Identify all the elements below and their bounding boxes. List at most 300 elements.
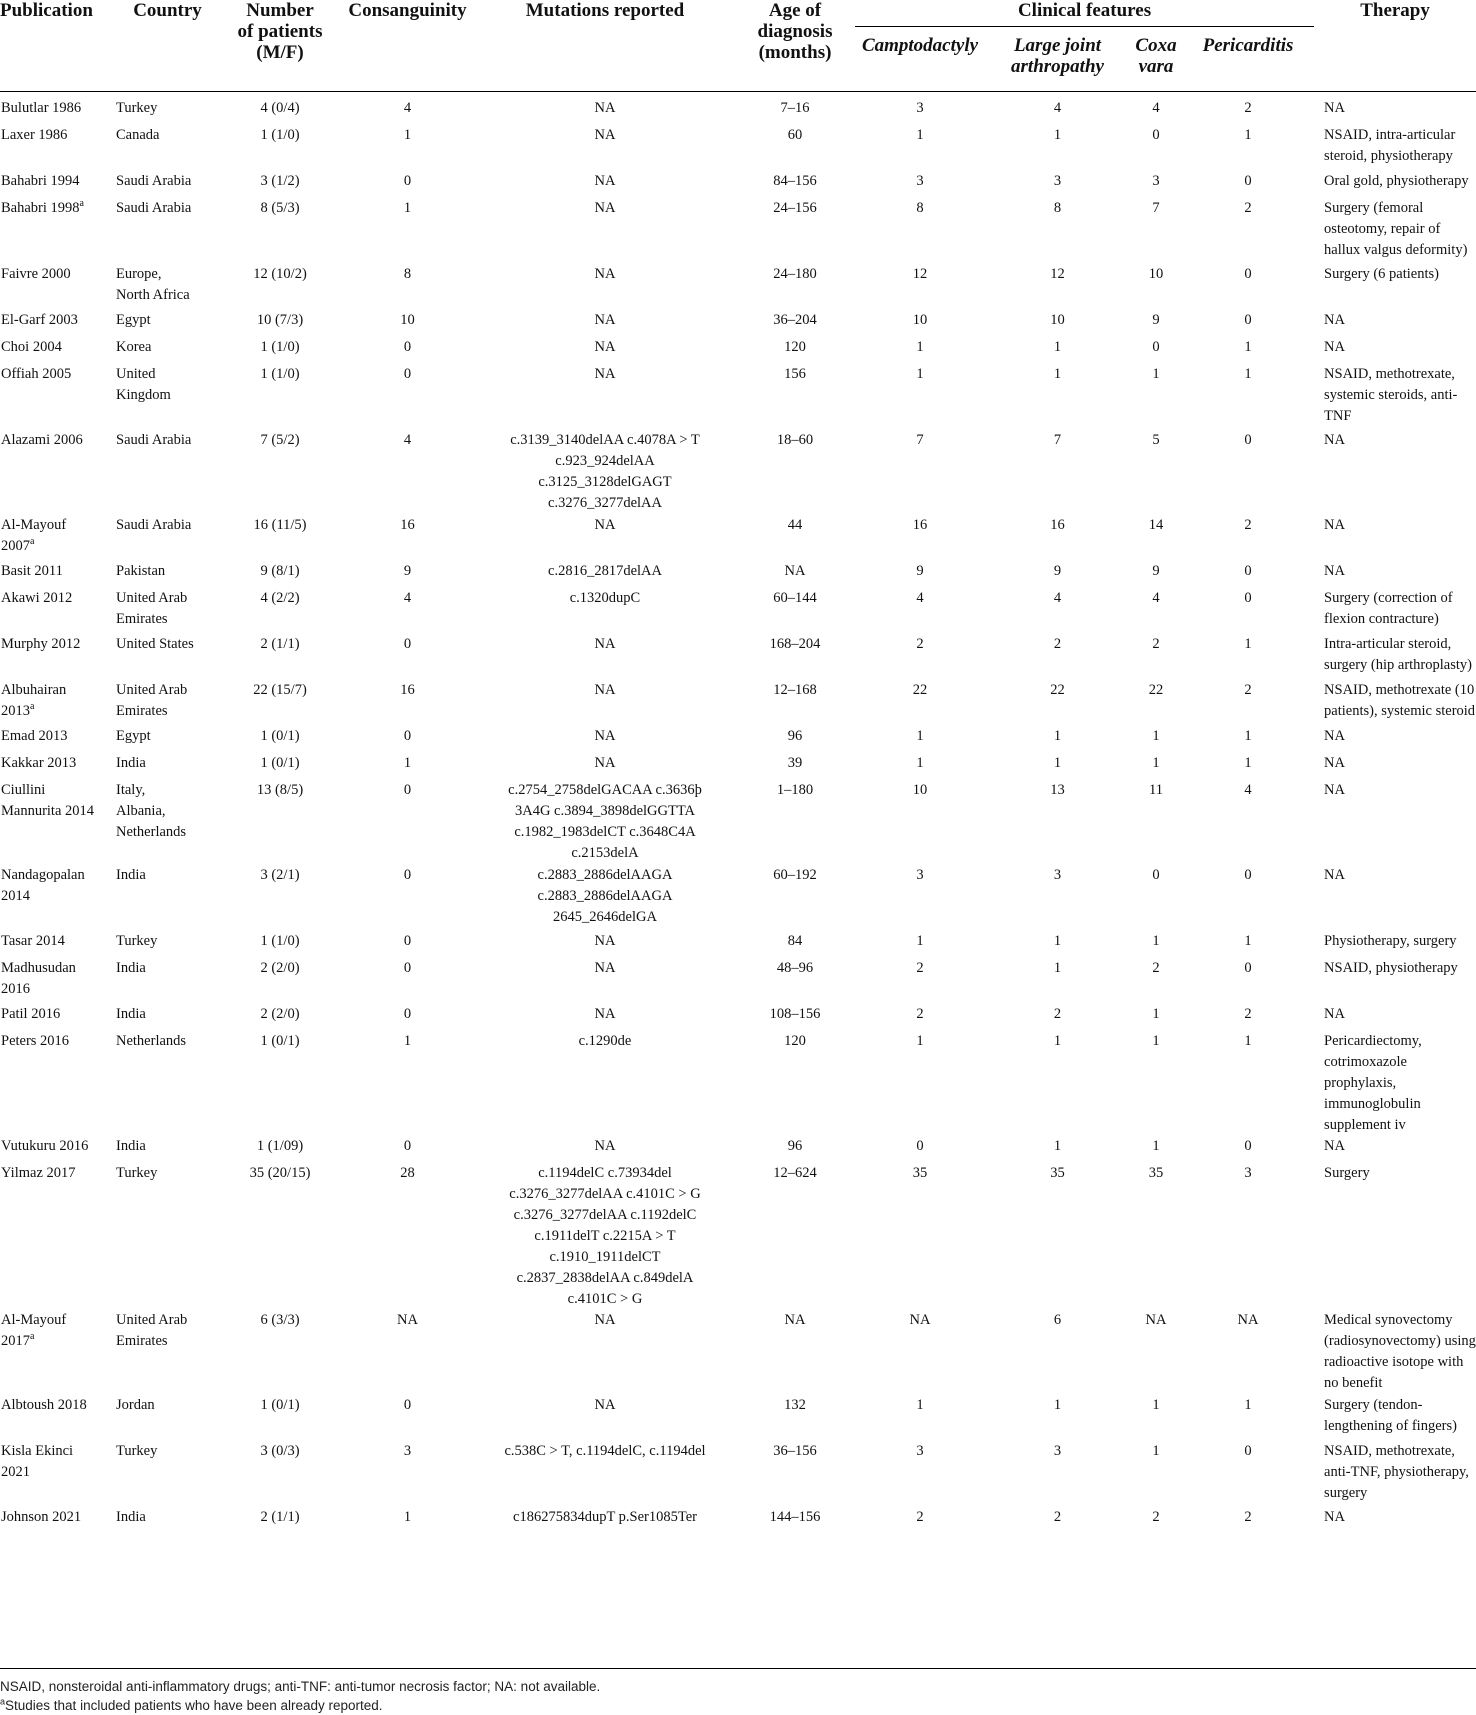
cell-therapy [1314, 198, 1476, 264]
cell-large-joint: 1 [1053, 338, 1062, 355]
cell-consanguinity: 1 [403, 1508, 412, 1525]
cell-consanguinity: 0 [403, 866, 412, 883]
cell-therapy [1314, 1441, 1476, 1507]
cell-publication-line [1, 561, 115, 582]
col-header-therapy: Therapy [1360, 0, 1430, 21]
cell-age: 18–60 [776, 431, 814, 448]
cell-age: 7–16 [780, 100, 810, 116]
col-header-age-line: (months) [758, 42, 832, 63]
cell-therapy-text: anti-TNF, physiotherapy, [1324, 1463, 1469, 1480]
cell-pericarditis: 1 [1244, 754, 1252, 771]
cell-mutations-line [479, 1031, 731, 1052]
cell-publication-text: Bahabri 1998 [1, 199, 80, 216]
cell-country-text: India [116, 959, 146, 976]
cell-patients: 1 (1/0) [260, 338, 300, 355]
table-row [0, 310, 1476, 337]
cell-therapy-text: NA [1324, 1137, 1345, 1154]
cell-therapy-line [1324, 1441, 1476, 1462]
cell-mutations [475, 1004, 735, 1031]
cell-country-text: Saudi Arabia [116, 431, 192, 448]
cell-camptodactyly: 1 [916, 1396, 924, 1413]
cell-camptodactyly: 4 [916, 589, 924, 606]
cell-country-line [116, 822, 220, 843]
cell-age: 84–156 [773, 172, 817, 189]
cell-large-joint: 1 [1053, 365, 1062, 382]
table-row [0, 364, 1476, 430]
cell-therapy-line [1324, 726, 1476, 747]
cell-publication-text: Bahabri 1994 [1, 172, 80, 189]
cell-country-text: North Africa [116, 286, 190, 303]
cell-coxa-vara: 1 [1152, 932, 1160, 949]
cell-large-joint: 13 [1050, 781, 1065, 798]
cell-country [115, 561, 220, 588]
cell-country [115, 588, 220, 634]
cell-therapy-line [1324, 1163, 1476, 1184]
cell-camptodactyly: 2 [916, 1005, 924, 1022]
cell-publication-text: Mannurita 2014 [1, 802, 95, 819]
cell-age: 156 [784, 365, 806, 382]
cell-camptodactyly: NA [909, 1311, 931, 1328]
cell-therapy-text: Surgery (correction of [1324, 589, 1453, 606]
cell-country [115, 634, 220, 680]
cell-coxa-vara: 1 [1152, 727, 1160, 744]
cell-therapy-text: NA [1324, 727, 1345, 744]
cell-consanguinity: NA [397, 1311, 418, 1328]
cell-patients: 1 (1/09) [256, 1137, 304, 1154]
cell-mutations [475, 1395, 735, 1441]
cell-publication-line [1, 1310, 115, 1331]
cell-consanguinity: 9 [403, 562, 412, 579]
cell-publication-line [1, 680, 115, 701]
cell-publication-text: Bulutlar 1986 [1, 100, 82, 116]
cell-publication-line [1, 958, 115, 979]
cell-therapy [1314, 310, 1476, 337]
cell-age: 60 [787, 126, 803, 143]
cell-country [115, 1395, 220, 1441]
cell-publication-text: Yilmaz 2017 [1, 1164, 76, 1181]
cell-therapy-line [1324, 931, 1476, 952]
cell-country [115, 958, 220, 1004]
cell-mutations [475, 171, 735, 198]
cell-camptodactyly: 1 [916, 754, 924, 771]
col-header-patients-line: (M/F) [256, 42, 304, 63]
cell-country-line [116, 385, 220, 406]
cell-publication-line [1, 634, 115, 655]
cell-coxa-vara: NA [1145, 1311, 1167, 1328]
cell-camptodactyly: 1 [916, 338, 924, 355]
cell-mutations [475, 1310, 735, 1395]
cell-mutations-line [479, 886, 731, 907]
cell-country [115, 310, 220, 337]
cell-country-text: United Arab [116, 589, 188, 606]
cell-camptodactyly: 12 [912, 265, 928, 282]
cell-mutations-text: c.3276_3277delAA c.4101C > G [509, 1185, 701, 1202]
cell-country-text: Turkey [116, 1164, 158, 1181]
cell-mutations-line [479, 1268, 731, 1289]
cell-consanguinity: 3 [403, 1442, 412, 1459]
cell-pericarditis: 0 [1244, 562, 1252, 579]
cell-consanguinity: 0 [403, 635, 412, 652]
cell-therapy-line [1324, 146, 1476, 167]
col-header-age [735, 0, 855, 92]
cell-mutations-line [479, 337, 731, 358]
cell-camptodactyly: 1 [916, 727, 924, 744]
cell-age: 60–192 [773, 866, 817, 883]
table-row [0, 92, 1476, 125]
cell-therapy-line [1324, 337, 1476, 358]
cell-therapy [1314, 125, 1476, 171]
cell-mutations-text: c.1194delC c.73934del [538, 1164, 672, 1181]
cell-therapy-text: patients), systemic steroid [1324, 702, 1476, 719]
cell-therapy-text: systemic steroids, anti- [1324, 386, 1458, 403]
cell-publication-line [1, 1004, 115, 1025]
cell-mutations-text: NA [594, 199, 616, 216]
cell-mutations-line [479, 865, 731, 886]
cell-publication-text: El-Garf 2003 [1, 311, 78, 328]
cell-mutations-line [479, 98, 731, 119]
cell-camptodactyly: 10 [912, 781, 928, 798]
cell-publication-text: Tasar 2014 [1, 932, 65, 949]
cell-country [115, 865, 220, 931]
cell-country-line [116, 98, 220, 119]
col-header-patients-line: Number [246, 0, 314, 21]
table-row [0, 753, 1476, 780]
col-header-large-joint [985, 27, 1130, 92]
cell-coxa-vara: 2 [1152, 959, 1160, 976]
cell-country-line [116, 801, 220, 822]
cell-patients: 1 (1/0) [260, 932, 300, 949]
cell-age: 24–180 [773, 265, 817, 282]
table-row [0, 1136, 1476, 1163]
cell-mutations [475, 92, 735, 125]
cell-publication-text: Faivre 2000 [1, 265, 71, 282]
table-row [0, 1031, 1476, 1136]
cell-therapy-line [1324, 1073, 1476, 1094]
cell-publication [0, 931, 115, 958]
cell-coxa-vara: 7 [1152, 199, 1160, 216]
cell-therapy-text: NA [1324, 431, 1345, 448]
cell-pericarditis: 2 [1244, 516, 1252, 533]
cell-country-text: United States [116, 635, 194, 652]
cell-country-text: Emirates [116, 702, 168, 719]
cell-country-line [116, 285, 220, 306]
cell-therapy-text: Physiotherapy, surgery [1324, 932, 1457, 949]
cell-publication [0, 753, 115, 780]
cell-mutations-line [479, 931, 731, 952]
cell-therapy-text: NSAID, methotrexate, [1324, 365, 1455, 382]
cell-publication-line [1, 886, 115, 907]
table-row [0, 1441, 1476, 1507]
cell-mutations-line [479, 264, 731, 285]
cell-publication-text: Offiah 2005 [1, 365, 72, 382]
cell-camptodactyly: 35 [912, 1164, 928, 1181]
cell-publication-line [1, 1395, 115, 1416]
cell-publication [0, 588, 115, 634]
cell-pericarditis: 1 [1244, 635, 1252, 652]
cell-therapy-line [1324, 219, 1476, 240]
cell-publication-text: Albtoush 2018 [1, 1396, 87, 1413]
cell-therapy-text: NA [1324, 866, 1345, 883]
cell-publication-text: Alazami 2006 [1, 431, 83, 448]
cell-publication-text: Kakkar 2013 [1, 754, 77, 771]
cell-age: 168–204 [769, 635, 821, 652]
cell-large-joint: 1 [1053, 727, 1062, 744]
col-header-coxa-vara-line: vara [1138, 56, 1174, 77]
cell-publication [0, 125, 115, 171]
cell-therapy-text: NA [1324, 562, 1345, 579]
col-header-patients-line: of patients [237, 21, 323, 42]
cell-country-line [116, 609, 220, 630]
cell-age: 39 [787, 754, 803, 771]
cell-age: 12–624 [773, 1164, 817, 1181]
cell-therapy-line [1324, 1395, 1476, 1416]
cell-country [115, 92, 220, 125]
cell-patients: 2 (1/1) [260, 635, 300, 652]
cell-country-text: Kingdom [116, 386, 171, 403]
cell-consanguinity: 4 [403, 431, 412, 448]
cell-publication-line [1, 979, 115, 1000]
col-header-coxa-vara [1130, 27, 1182, 92]
cell-therapy [1314, 680, 1476, 726]
cell-country [115, 171, 220, 198]
cell-patients: 6 (3/3) [260, 1311, 300, 1328]
cell-therapy-text: NSAID, intra-articular [1324, 126, 1456, 143]
cell-publication-line [1, 1441, 115, 1462]
cell-consanguinity: 16 [400, 516, 415, 533]
cell-country-text: India [116, 866, 146, 883]
cell-patients: 10 (7/3) [256, 311, 304, 328]
cell-mutations-line [479, 780, 731, 801]
cell-therapy-line [1324, 264, 1476, 285]
reported-mark: a [79, 197, 84, 209]
reported-mark: a [30, 700, 35, 712]
cell-publication [0, 92, 115, 125]
cell-therapy-line [1324, 406, 1476, 427]
cell-therapy [1314, 92, 1476, 125]
cell-country-text: India [116, 1137, 146, 1154]
cell-publication-line [1, 1331, 115, 1352]
cell-country [115, 198, 220, 264]
cell-therapy [1314, 780, 1476, 865]
cell-mutations-line [479, 310, 731, 331]
cell-age: 120 [784, 338, 806, 355]
cell-pericarditis: 0 [1244, 311, 1252, 328]
cell-pericarditis: 1 [1244, 126, 1252, 143]
cell-country [115, 430, 220, 515]
cell-mutations-text: c.2837_2838delAA c.849delA [516, 1269, 694, 1286]
cell-country-line [116, 634, 220, 655]
cell-publication-line [1, 780, 115, 801]
cell-pericarditis: 2 [1244, 100, 1252, 116]
table-row [0, 634, 1476, 680]
cell-camptodactyly: 2 [916, 635, 924, 652]
cell-publication [0, 310, 115, 337]
cell-consanguinity: 0 [403, 727, 412, 744]
cell-pericarditis: 2 [1244, 199, 1252, 216]
cell-pericarditis: 1 [1244, 1396, 1252, 1413]
cell-camptodactyly: 10 [912, 311, 928, 328]
cell-mutations-line [479, 125, 731, 146]
cell-mutations-text: NA [594, 516, 616, 533]
cell-coxa-vara: 22 [1148, 681, 1164, 698]
cell-therapy [1314, 865, 1476, 931]
cell-mutations [475, 1031, 735, 1136]
cell-consanguinity: 1 [403, 126, 412, 143]
table-row [0, 264, 1476, 310]
cell-therapy [1314, 958, 1476, 1004]
cell-publication-text: Vutukuru 2016 [1, 1137, 89, 1154]
cell-age: 144–156 [769, 1508, 821, 1525]
cell-country-text: India [116, 1508, 146, 1525]
cell-mutations-line [479, 1247, 731, 1268]
cell-country-text: Egypt [116, 727, 151, 744]
cell-therapy-line [1324, 240, 1476, 261]
cell-mutations-text: NA [594, 959, 616, 976]
cell-publication-line [1, 536, 115, 557]
cell-therapy [1314, 1310, 1476, 1395]
cell-therapy-line [1324, 1052, 1476, 1073]
cell-publication-line [1, 931, 115, 952]
cell-therapy-text: osteotomy, repair of [1324, 220, 1441, 237]
cell-mutations-line [479, 753, 731, 774]
cell-coxa-vara: 1 [1152, 1442, 1160, 1459]
cell-consanguinity: 0 [403, 1396, 412, 1413]
cell-patients: 2 (1/1) [260, 1508, 300, 1525]
cell-publication-text: Peters 2016 [1, 1032, 70, 1049]
cell-publication-line [1, 1462, 115, 1483]
cell-mutations-text: NA [594, 100, 616, 116]
cell-age: 108–156 [769, 1005, 821, 1022]
cell-country-line [116, 780, 220, 801]
cell-therapy-line [1324, 1483, 1476, 1504]
cell-large-joint: 6 [1053, 1311, 1062, 1328]
cell-country [115, 1441, 220, 1507]
cell-therapy-text: Intra-articular steroid, [1324, 635, 1452, 652]
cell-publication [0, 958, 115, 1004]
reported-mark: a [30, 1330, 35, 1342]
cell-therapy [1314, 264, 1476, 310]
cell-large-joint: 4 [1053, 100, 1062, 116]
cell-therapy-line [1324, 198, 1476, 219]
col-header-coxa-vara-line: Coxa [1135, 35, 1177, 56]
col-header-country: Country [133, 0, 202, 21]
cell-mutations [475, 865, 735, 931]
cell-coxa-vara: 1 [1152, 1032, 1160, 1049]
cell-mutations-text: NA [594, 635, 616, 652]
cell-mutations-line [479, 451, 731, 472]
cell-therapy-text: NA [1324, 338, 1345, 355]
cell-pericarditis: 0 [1244, 589, 1252, 606]
cell-camptodactyly: 0 [916, 1137, 924, 1154]
cell-mutations [475, 1136, 735, 1163]
table-row [0, 1507, 1476, 1541]
cell-publication [0, 1441, 115, 1507]
cell-publication-line [1, 1507, 115, 1528]
cell-country [115, 1507, 220, 1541]
cell-publication-text: Emad 2013 [1, 727, 68, 744]
cell-publication [0, 198, 115, 264]
cell-mutations-text: c.2883_2886delAAGA [537, 887, 673, 904]
cell-consanguinity: 0 [403, 1005, 412, 1022]
cell-patients: 1 (1/0) [260, 365, 300, 382]
cell-coxa-vara: 1 [1152, 754, 1160, 771]
table-row [0, 1163, 1476, 1310]
cell-patients: 3 (1/2) [260, 172, 300, 189]
cell-mutations-text: c.2816_2817delAA [548, 562, 662, 579]
cell-therapy-text: NA [1324, 100, 1345, 116]
cell-mutations-text: c.1320dupC [569, 589, 641, 606]
cell-consanguinity: 28 [400, 1164, 415, 1181]
cell-therapy [1314, 171, 1476, 198]
cell-publication [0, 780, 115, 865]
col-header-pericarditis: Pericarditis [1202, 35, 1294, 56]
cell-therapy-text: surgery [1324, 1484, 1368, 1501]
cell-coxa-vara: 11 [1149, 781, 1163, 798]
cell-country-line [116, 726, 220, 747]
cell-country-line [116, 958, 220, 979]
cell-pericarditis: 0 [1244, 866, 1252, 883]
cell-publication-text: Murphy 2012 [1, 635, 81, 652]
cell-large-joint: 7 [1053, 431, 1062, 448]
cell-age: 36–156 [773, 1442, 817, 1459]
cell-age: 44 [787, 516, 803, 533]
cell-mutations-line [479, 843, 731, 864]
cell-therapy [1314, 726, 1476, 753]
table-row [0, 198, 1476, 264]
cell-therapy [1314, 634, 1476, 680]
cell-country-text: Saudi Arabia [116, 199, 192, 216]
cell-mutations-text: NA [594, 1005, 616, 1022]
cell-mutations-text: c.2153delA [571, 844, 639, 861]
cell-mutations-line [479, 907, 731, 928]
cell-camptodactyly: 1 [916, 365, 924, 382]
cell-mutations [475, 958, 735, 1004]
cell-mutations [475, 1441, 735, 1507]
cell-coxa-vara: 9 [1152, 311, 1160, 328]
cell-consanguinity: 4 [403, 589, 412, 606]
cell-publication-line [1, 588, 115, 609]
cell-consanguinity: 0 [403, 781, 412, 798]
cell-camptodactyly: 1 [916, 932, 924, 949]
cell-mutations-line [479, 1441, 731, 1462]
cell-large-joint: 3 [1053, 172, 1062, 189]
cell-country-text: Turkey [116, 1442, 158, 1459]
cell-therapy-text: NSAID, physiotherapy [1324, 959, 1458, 976]
cell-therapy-text: lengthening of fingers) [1324, 1417, 1457, 1434]
col-header-patients [220, 0, 340, 92]
cell-mutations [475, 561, 735, 588]
cell-coxa-vara: 1 [1152, 1396, 1160, 1413]
cell-mutations-text: c.1910_1911delCT [549, 1248, 661, 1265]
cell-therapy-line [1324, 609, 1476, 630]
cell-mutations [475, 726, 735, 753]
cell-large-joint: 1 [1053, 1396, 1062, 1413]
cell-publication-text: Kisla Ekinci [1, 1442, 74, 1459]
cell-age: 84 [787, 932, 803, 949]
cell-mutations-line [479, 588, 731, 609]
cell-mutations-line [479, 430, 731, 451]
cell-country-line [116, 430, 220, 451]
cell-country-text: Korea [116, 338, 152, 355]
cell-mutations-text: c.923_924delAA [555, 452, 655, 469]
cell-therapy [1314, 1136, 1476, 1163]
cell-publication [0, 1163, 115, 1310]
cell-pericarditis: 2 [1244, 681, 1252, 698]
cell-consanguinity: 0 [403, 932, 412, 949]
cell-therapy-line [1324, 98, 1476, 119]
cell-therapy-line [1324, 364, 1476, 385]
cell-age: NA [784, 562, 806, 579]
